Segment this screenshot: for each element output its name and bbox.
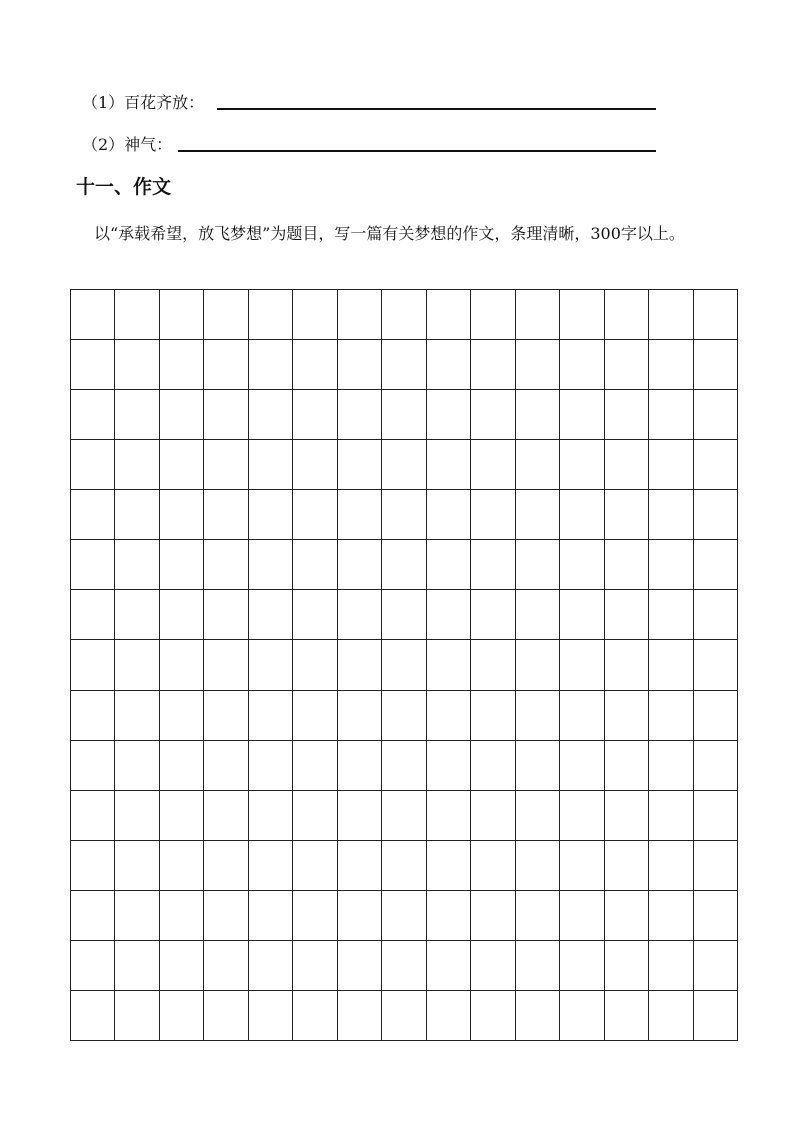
grid-cell[interactable] — [115, 741, 159, 791]
grid-cell[interactable] — [338, 490, 382, 540]
grid-cell[interactable] — [160, 590, 204, 640]
grid-cell[interactable] — [293, 640, 337, 690]
grid-cell[interactable] — [471, 490, 515, 540]
grid-cell[interactable] — [293, 390, 337, 440]
grid-cell[interactable] — [427, 691, 471, 741]
question-2-answer-blank[interactable] — [178, 150, 656, 152]
grid-cell[interactable] — [605, 540, 649, 590]
grid-cell[interactable] — [204, 540, 248, 590]
grid-cell[interactable] — [293, 941, 337, 991]
grid-cell[interactable] — [694, 791, 738, 841]
grid-cell[interactable] — [694, 490, 738, 540]
grid-cell[interactable] — [204, 290, 248, 340]
grid-cell[interactable] — [560, 941, 604, 991]
grid-cell[interactable] — [338, 941, 382, 991]
grid-cell[interactable] — [560, 290, 604, 340]
grid-cell[interactable] — [560, 791, 604, 841]
grid-cell[interactable] — [382, 891, 426, 941]
grid-cell[interactable] — [71, 691, 115, 741]
grid-cell[interactable] — [382, 841, 426, 891]
grid-cell[interactable] — [516, 490, 560, 540]
grid-cell[interactable] — [516, 691, 560, 741]
question-2-label: （2）神气： — [82, 135, 173, 154]
grid-cell[interactable] — [71, 640, 115, 690]
grid-cell[interactable] — [605, 891, 649, 941]
grid-cell[interactable] — [382, 791, 426, 841]
grid-cell[interactable] — [382, 691, 426, 741]
grid-cell[interactable] — [516, 891, 560, 941]
grid-cell[interactable] — [382, 290, 426, 340]
grid-cell[interactable] — [115, 991, 159, 1041]
grid-cell[interactable] — [516, 590, 560, 640]
grid-cell[interactable] — [560, 590, 604, 640]
grid-cell[interactable] — [338, 841, 382, 891]
grid-cell[interactable] — [694, 640, 738, 690]
grid-cell[interactable] — [160, 841, 204, 891]
grid-cell[interactable] — [71, 741, 115, 791]
grid-cell[interactable] — [694, 691, 738, 741]
grid-cell[interactable] — [338, 440, 382, 490]
grid-cell[interactable] — [560, 691, 604, 741]
grid-cell[interactable] — [649, 991, 693, 1041]
grid-cell[interactable] — [115, 640, 159, 690]
grid-cell[interactable] — [516, 440, 560, 490]
grid-cell[interactable] — [204, 640, 248, 690]
grid-cell[interactable] — [427, 340, 471, 390]
grid-cell[interactable] — [204, 841, 248, 891]
grid-cell[interactable] — [204, 991, 248, 1041]
grid-cell[interactable] — [471, 891, 515, 941]
grid-cell[interactable] — [694, 440, 738, 490]
grid-cell[interactable] — [293, 540, 337, 590]
grid-cell[interactable] — [293, 741, 337, 791]
grid-cell[interactable] — [249, 691, 293, 741]
grid-cell[interactable] — [649, 841, 693, 891]
grid-cell[interactable] — [471, 540, 515, 590]
grid-cell[interactable] — [471, 390, 515, 440]
grid-cell[interactable] — [649, 941, 693, 991]
grid-cell[interactable] — [115, 841, 159, 891]
grid-cell[interactable] — [471, 741, 515, 791]
grid-cell[interactable] — [694, 590, 738, 640]
grid-cell[interactable] — [338, 891, 382, 941]
grid-cell[interactable] — [605, 590, 649, 640]
grid-cell[interactable] — [605, 991, 649, 1041]
grid-cell[interactable] — [338, 290, 382, 340]
grid-cell[interactable] — [427, 891, 471, 941]
grid-cell[interactable] — [382, 590, 426, 640]
grid-cell[interactable] — [115, 340, 159, 390]
grid-cell[interactable] — [249, 640, 293, 690]
grid-cell[interactable] — [649, 891, 693, 941]
grid-cell[interactable] — [605, 941, 649, 991]
grid-cell[interactable] — [516, 791, 560, 841]
grid-cell[interactable] — [560, 891, 604, 941]
grid-cell[interactable] — [649, 691, 693, 741]
question-1-answer-blank[interactable] — [217, 108, 656, 110]
grid-cell[interactable] — [427, 941, 471, 991]
grid-cell[interactable] — [71, 941, 115, 991]
grid-cell[interactable] — [71, 991, 115, 1041]
grid-cell[interactable] — [649, 490, 693, 540]
grid-cell[interactable] — [338, 540, 382, 590]
grid-cell[interactable] — [471, 440, 515, 490]
grid-cell[interactable] — [694, 891, 738, 941]
grid-cell[interactable] — [204, 891, 248, 941]
grid-cell[interactable] — [560, 340, 604, 390]
essay-prompt: 以“承载希望，放飞梦想”为题目，写一篇有关梦想的作文，条理清晰，300字以上。 — [94, 224, 685, 243]
grid-cell[interactable] — [115, 691, 159, 741]
grid-cell[interactable] — [560, 490, 604, 540]
grid-cell[interactable] — [694, 841, 738, 891]
grid-cell[interactable] — [71, 490, 115, 540]
grid-cell[interactable] — [560, 640, 604, 690]
grid-cell[interactable] — [115, 390, 159, 440]
grid-cell[interactable] — [649, 590, 693, 640]
grid-cell[interactable] — [427, 590, 471, 640]
grid-cell[interactable] — [516, 540, 560, 590]
grid-cell[interactable] — [382, 440, 426, 490]
grid-cell[interactable] — [427, 390, 471, 440]
grid-cell[interactable] — [649, 440, 693, 490]
grid-cell[interactable] — [204, 440, 248, 490]
grid-cell[interactable] — [471, 791, 515, 841]
grid-cell[interactable] — [160, 440, 204, 490]
composition-grid[interactable] — [70, 289, 738, 1041]
grid-cell[interactable] — [293, 590, 337, 640]
grid-cell[interactable] — [471, 941, 515, 991]
grid-cell[interactable] — [605, 741, 649, 791]
grid-cell[interactable] — [160, 290, 204, 340]
grid-cell[interactable] — [516, 941, 560, 991]
grid-cell[interactable] — [382, 640, 426, 690]
grid-cell[interactable] — [427, 991, 471, 1041]
grid-cell[interactable] — [249, 390, 293, 440]
grid-cell[interactable] — [694, 941, 738, 991]
grid-cell[interactable] — [249, 590, 293, 640]
grid-cell[interactable] — [649, 791, 693, 841]
grid-cell[interactable] — [516, 340, 560, 390]
grid-cell[interactable] — [471, 991, 515, 1041]
grid-cell[interactable] — [204, 941, 248, 991]
grid-cell[interactable] — [560, 390, 604, 440]
grid-cell[interactable] — [115, 791, 159, 841]
grid-cell[interactable] — [382, 941, 426, 991]
grid-cell[interactable] — [249, 991, 293, 1041]
grid-cell[interactable] — [160, 640, 204, 690]
grid-cell[interactable] — [605, 340, 649, 390]
grid-cell[interactable] — [516, 640, 560, 690]
grid-cell[interactable] — [605, 841, 649, 891]
grid-cell[interactable] — [338, 991, 382, 1041]
grid-cell[interactable] — [338, 640, 382, 690]
grid-cell[interactable] — [160, 741, 204, 791]
grid-cell[interactable] — [160, 540, 204, 590]
grid-cell[interactable] — [71, 540, 115, 590]
grid-cell[interactable] — [204, 691, 248, 741]
grid-cell[interactable] — [71, 440, 115, 490]
grid-cell[interactable] — [605, 691, 649, 741]
grid-cell[interactable] — [516, 290, 560, 340]
grid-cell[interactable] — [516, 390, 560, 440]
grid-cell[interactable] — [382, 340, 426, 390]
grid-cell[interactable] — [160, 991, 204, 1041]
grid-cell[interactable] — [382, 490, 426, 540]
question-1-label: （1）百花齐放： — [82, 93, 205, 112]
grid-cell[interactable] — [293, 891, 337, 941]
grid-cell[interactable] — [249, 891, 293, 941]
grid-cell[interactable] — [694, 390, 738, 440]
grid-cell[interactable] — [249, 340, 293, 390]
grid-cell[interactable] — [293, 691, 337, 741]
grid-cell[interactable] — [204, 390, 248, 440]
grid-cell[interactable] — [71, 590, 115, 640]
grid-cell[interactable] — [338, 590, 382, 640]
grid-cell[interactable] — [249, 791, 293, 841]
grid-cell[interactable] — [249, 941, 293, 991]
grid-cell[interactable] — [560, 741, 604, 791]
grid-cell[interactable] — [71, 390, 115, 440]
section-title: 十一、作文 — [76, 176, 172, 198]
grid-cell[interactable] — [338, 791, 382, 841]
grid-cell[interactable] — [338, 390, 382, 440]
grid-cell[interactable] — [605, 791, 649, 841]
grid-cell[interactable] — [427, 640, 471, 690]
grid-cell[interactable] — [293, 340, 337, 390]
grid-cell[interactable] — [115, 891, 159, 941]
grid-cell[interactable] — [427, 741, 471, 791]
grid-cell[interactable] — [204, 590, 248, 640]
grid-cell[interactable] — [560, 540, 604, 590]
grid-cell[interactable] — [649, 390, 693, 440]
grid-cell[interactable] — [694, 540, 738, 590]
grid-cell[interactable] — [160, 891, 204, 941]
grid-cell[interactable] — [560, 991, 604, 1041]
grid-cell[interactable] — [427, 490, 471, 540]
grid-cell[interactable] — [649, 290, 693, 340]
grid-cell[interactable] — [115, 290, 159, 340]
grid-cell[interactable] — [471, 841, 515, 891]
grid-cell[interactable] — [249, 440, 293, 490]
grid-cell[interactable] — [649, 741, 693, 791]
grid-cell[interactable] — [249, 290, 293, 340]
grid-cell[interactable] — [293, 490, 337, 540]
grid-cell[interactable] — [249, 741, 293, 791]
grid-cell[interactable] — [249, 490, 293, 540]
grid-cell[interactable] — [204, 490, 248, 540]
grid-cell[interactable] — [516, 991, 560, 1041]
grid-cell[interactable] — [160, 791, 204, 841]
grid-cell[interactable] — [293, 841, 337, 891]
grid-cell[interactable] — [649, 340, 693, 390]
grid-cell[interactable] — [293, 991, 337, 1041]
grid-cell[interactable] — [115, 590, 159, 640]
grid-cell[interactable] — [160, 340, 204, 390]
grid-cell[interactable] — [605, 440, 649, 490]
grid-cell[interactable] — [694, 290, 738, 340]
grid-cell[interactable] — [204, 340, 248, 390]
grid-cell[interactable] — [382, 540, 426, 590]
grid-cell[interactable] — [382, 991, 426, 1041]
grid-cell[interactable] — [694, 741, 738, 791]
grid-cell[interactable] — [249, 540, 293, 590]
grid-cell[interactable] — [382, 390, 426, 440]
grid-cell[interactable] — [160, 490, 204, 540]
grid-cell[interactable] — [471, 590, 515, 640]
grid-cell[interactable] — [115, 440, 159, 490]
grid-cell[interactable] — [71, 891, 115, 941]
grid-cell[interactable] — [516, 841, 560, 891]
grid-cell[interactable] — [471, 290, 515, 340]
grid-cell[interactable] — [115, 540, 159, 590]
grid-cell[interactable] — [471, 640, 515, 690]
grid-cell[interactable] — [338, 741, 382, 791]
grid-cell[interactable] — [160, 390, 204, 440]
grid-cell[interactable] — [204, 791, 248, 841]
grid-cell[interactable] — [605, 290, 649, 340]
grid-cell[interactable] — [427, 791, 471, 841]
grid-cell[interactable] — [115, 490, 159, 540]
grid-cell[interactable] — [649, 540, 693, 590]
grid-cell[interactable] — [160, 691, 204, 741]
grid-cell[interactable] — [382, 741, 426, 791]
grid-cell[interactable] — [115, 941, 159, 991]
grid-cell[interactable] — [293, 791, 337, 841]
grid-cell[interactable] — [204, 741, 248, 791]
grid-cell[interactable] — [605, 640, 649, 690]
grid-cell[interactable] — [427, 290, 471, 340]
grid-cell[interactable] — [516, 741, 560, 791]
grid-cell[interactable] — [427, 540, 471, 590]
grid-cell[interactable] — [71, 340, 115, 390]
grid-cell[interactable] — [471, 691, 515, 741]
grid-cell[interactable] — [71, 290, 115, 340]
grid-cell[interactable] — [427, 841, 471, 891]
grid-cell[interactable] — [71, 841, 115, 891]
grid-cell[interactable] — [694, 991, 738, 1041]
grid-cell[interactable] — [471, 340, 515, 390]
grid-cell[interactable] — [160, 941, 204, 991]
grid-cell[interactable] — [293, 440, 337, 490]
grid-cell[interactable] — [71, 791, 115, 841]
grid-cell[interactable] — [605, 390, 649, 440]
grid-cell[interactable] — [694, 340, 738, 390]
grid-cell[interactable] — [427, 440, 471, 490]
grid-cell[interactable] — [249, 841, 293, 891]
grid-cell[interactable] — [649, 640, 693, 690]
grid-cell[interactable] — [560, 440, 604, 490]
grid-cell[interactable] — [560, 841, 604, 891]
grid-cell[interactable] — [605, 490, 649, 540]
grid-cell[interactable] — [338, 691, 382, 741]
grid-cell[interactable] — [293, 290, 337, 340]
grid-cell[interactable] — [338, 340, 382, 390]
